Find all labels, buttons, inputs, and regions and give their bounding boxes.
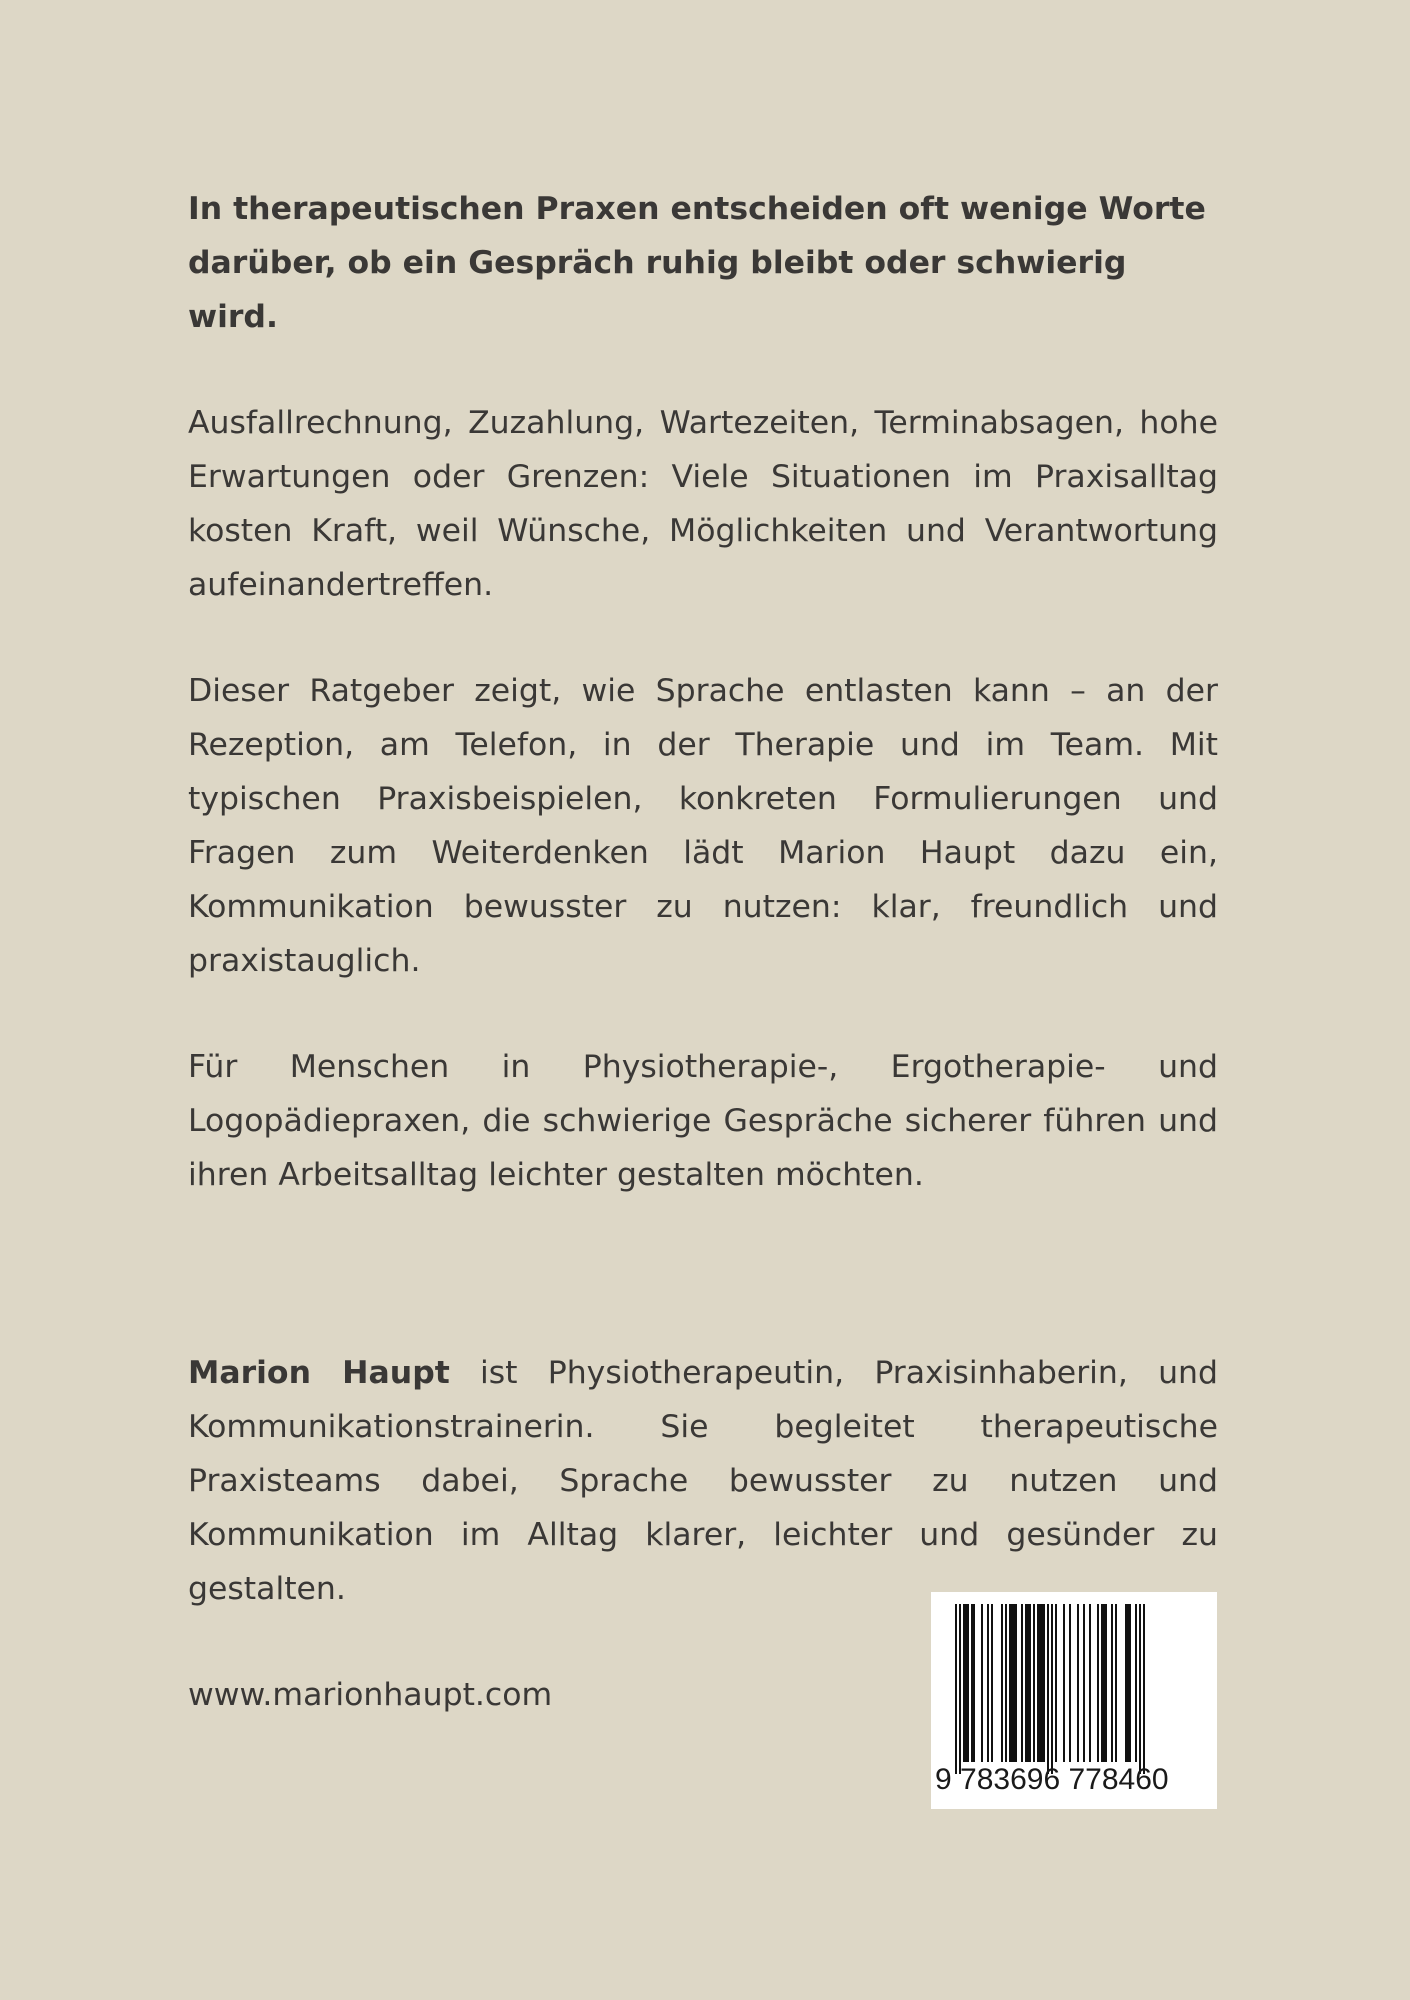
barcode-bar: [959, 1604, 961, 1774]
barcode-bar: [971, 1604, 973, 1762]
barcode-bar: [1043, 1604, 1045, 1762]
barcode-bar: [1051, 1604, 1053, 1774]
barcode-bar: [1125, 1604, 1127, 1762]
website-link[interactable]: www.marionhaupt.com: [188, 1677, 553, 1713]
barcode-bar: [973, 1604, 975, 1762]
barcode-bar: [987, 1604, 989, 1762]
barcode-bar: [955, 1604, 957, 1774]
barcode-bar: [1039, 1604, 1041, 1762]
author-bio: [188, 1346, 1218, 1616]
barcode-bar: [963, 1604, 965, 1762]
barcode-bar: [1129, 1604, 1131, 1762]
barcode-number: 9 783696 778460: [935, 1763, 1169, 1796]
barcode-bar: [1055, 1604, 1057, 1762]
barcode-bar: [1037, 1604, 1039, 1762]
barcode-bar: [1069, 1604, 1071, 1762]
barcode-bar: [1041, 1604, 1043, 1762]
author-bio-text: ist Physiotherapeutin, Praxisinhaberin, und Kommunikationstrainerin. Sie begleitet therapeutische Praxisteams dabei, Sprache bewusster zu nutzen und Kommunikation im Alltag klarer, leichter und gesünder zu gestalten.: [188, 1355, 1218, 1607]
barcode-bar: [1127, 1604, 1129, 1762]
barcode-bar: [1139, 1604, 1141, 1774]
barcode-bar: [1021, 1604, 1023, 1762]
barcode-bar: [1013, 1604, 1015, 1762]
barcode-bar: [1001, 1604, 1003, 1762]
barcode-bar: [1011, 1604, 1013, 1762]
barcode-bar: [965, 1604, 967, 1762]
barcode-bar: [1027, 1604, 1029, 1762]
barcode-bar: [1047, 1604, 1049, 1774]
barcode-bar: [1103, 1604, 1105, 1762]
barcode-bar: [1115, 1604, 1117, 1762]
barcode-bar: [1009, 1604, 1011, 1762]
barcode-bar: [1089, 1604, 1091, 1762]
barcode-bar: [1101, 1604, 1103, 1762]
barcode-bar: [991, 1604, 993, 1762]
isbn-barcode: [931, 1592, 1217, 1809]
barcode-bar: [1105, 1604, 1107, 1762]
barcode-bar: [1135, 1604, 1137, 1762]
barcode-bar: [1029, 1604, 1031, 1762]
barcode-bar: [1143, 1604, 1145, 1774]
barcode-bar: [1033, 1604, 1035, 1762]
author-name: Marion Haupt: [188, 1355, 450, 1391]
barcode-bar: [1063, 1604, 1065, 1762]
barcode-bar: [1025, 1604, 1027, 1762]
barcode-bar: [981, 1604, 983, 1762]
barcode-bar: [1083, 1604, 1085, 1762]
lead-paragraph: In therapeutischen Praxen entscheiden oft wenige Worte darüber, ob ein Gespräch ruhig bleibt oder schwierig wird.: [188, 191, 1206, 335]
barcode-bar: [967, 1604, 969, 1762]
back-cover-text: [188, 182, 1218, 1722]
paragraph-situations: Ausfallrechnung, Zuzahlung, Wartezeiten, Terminabsagen, hohe Erwartungen oder Grenzen: Viele Situationen im Praxisalltag kosten Kraft, weil Wünsche, Möglichkeiten und Verantwortung aufeinandertreffen.: [188, 405, 1218, 603]
barcode-bar: [1005, 1604, 1007, 1762]
paragraph-target-audience: Für Menschen in Physiotherapie-, Ergotherapie- und Logopädiepraxen, die schwierige Gespräche sicherer führen und ihren Arbeitsalltag leichter gestalten möchten.: [188, 1049, 1218, 1193]
barcode-bar: [1015, 1604, 1017, 1762]
barcode-bar: [1077, 1604, 1079, 1762]
paragraph-guide-description: Dieser Ratgeber zeigt, wie Sprache entlasten kann – an der Rezeption, am Telefon, in der Therapie und im Team. Mit typischen Praxisbeispielen, konkreten Formulierungen und Fragen zum Weiterdenken lädt Marion Haupt dazu ein, Kommunikation bewusster zu nutzen: klar, freundlich und praxistauglich.: [188, 673, 1218, 979]
barcode-bar: [1097, 1604, 1099, 1762]
barcode-bar: [1111, 1604, 1113, 1762]
